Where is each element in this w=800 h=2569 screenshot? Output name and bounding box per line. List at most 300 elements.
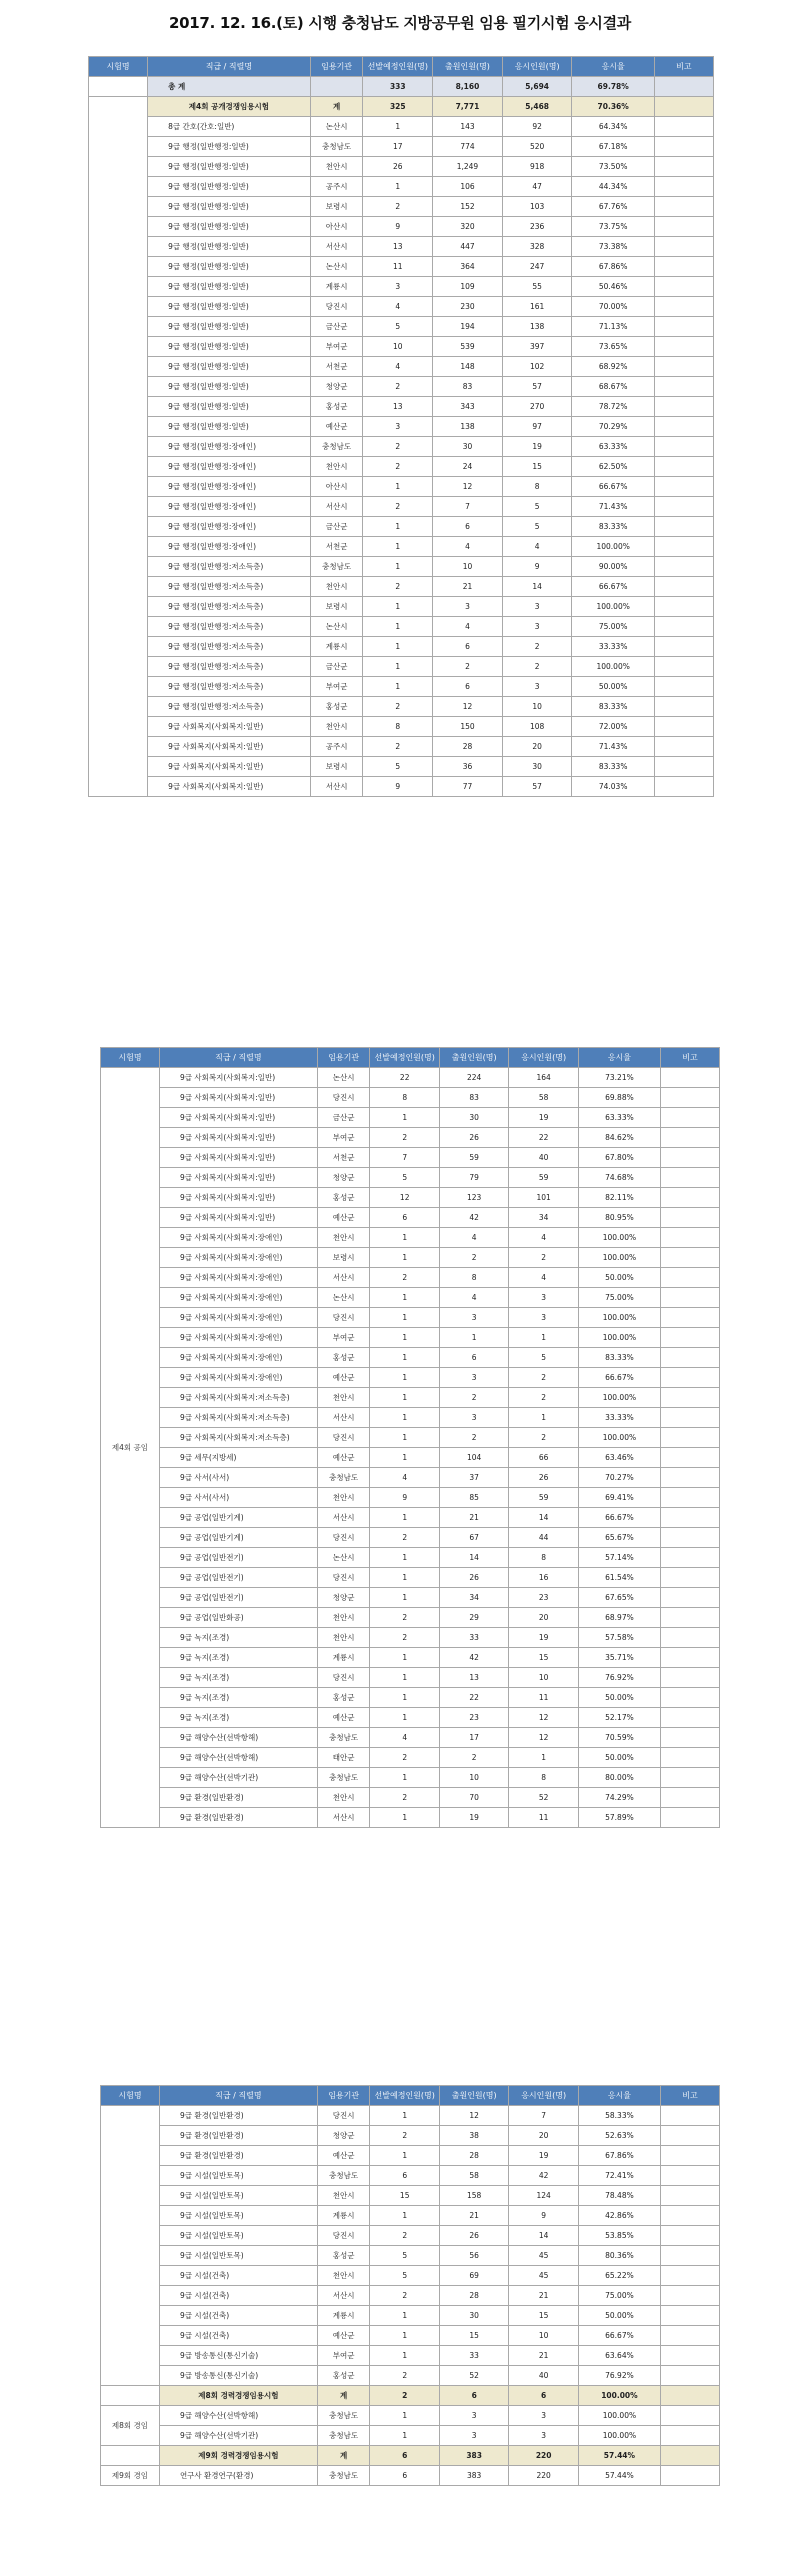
position-cell: 9급 사회복지(사회복지:장애인) xyxy=(159,1248,317,1268)
table-row xyxy=(101,1088,720,1108)
applicants-cell: 343 xyxy=(433,397,503,417)
rate-cell: 70.00% xyxy=(572,297,654,317)
rate-cell: 80.00% xyxy=(578,1768,660,1788)
agency-cell: 서산시 xyxy=(317,1408,370,1428)
agency-cell: 천안시 xyxy=(317,2266,370,2286)
takers-cell: 164 xyxy=(509,1068,578,1088)
takers-cell: 10 xyxy=(509,2326,578,2346)
applicants-cell: 2 xyxy=(439,1248,508,1268)
agency-cell: 서산시 xyxy=(310,497,363,517)
rate-cell: 50.00% xyxy=(572,677,654,697)
table-row xyxy=(89,677,714,697)
takers-cell: 57 xyxy=(502,777,572,797)
position-cell: 9급 공업(일반기계) xyxy=(159,1528,317,1548)
position-cell: 9급 사회복지(사회복지:저소득층) xyxy=(159,1388,317,1408)
note-cell xyxy=(660,2126,719,2146)
takers-cell: 45 xyxy=(509,2246,578,2266)
position-cell: 9급 사회복지(사회복지:일반) xyxy=(148,737,311,757)
position-cell: 9급 녹지(조경) xyxy=(159,1688,317,1708)
rate-cell: 50.46% xyxy=(572,277,654,297)
applicants-cell: 67 xyxy=(439,1528,508,1548)
applicants-cell: 14 xyxy=(439,1548,508,1568)
table-row xyxy=(101,1468,720,1488)
note-cell xyxy=(654,177,713,197)
rate-cell: 67.80% xyxy=(578,1148,660,1168)
table-row xyxy=(89,397,714,417)
note-cell xyxy=(660,1148,719,1168)
rate-cell: 50.00% xyxy=(578,1688,660,1708)
rate-cell: 66.67% xyxy=(578,2326,660,2346)
planned-cell: 2 xyxy=(370,2126,439,2146)
position-cell: 9급 녹지(조경) xyxy=(159,1708,317,1728)
takers-cell: 14 xyxy=(509,2226,578,2246)
rate-cell: 71.43% xyxy=(572,737,654,757)
table-row xyxy=(101,2286,720,2306)
planned-cell: 1 xyxy=(370,1328,439,1348)
note-cell xyxy=(660,1128,719,1148)
exam-cell xyxy=(89,77,148,97)
table-row xyxy=(101,2126,720,2146)
applicants-cell: 3 xyxy=(439,2426,508,2446)
agency-cell: 홍성군 xyxy=(317,1188,370,1208)
note-cell xyxy=(654,137,713,157)
takers-cell: 4 xyxy=(509,1268,578,1288)
rate-cell: 57.89% xyxy=(578,1808,660,1828)
agency-cell: 예산군 xyxy=(317,2326,370,2346)
rate-cell: 53.85% xyxy=(578,2226,660,2246)
takers-cell: 42 xyxy=(509,2166,578,2186)
rate-cell: 57.44% xyxy=(578,2446,660,2466)
position-cell: 9급 행정(일반행정:저소득층) xyxy=(148,657,311,677)
agency-cell: 금산군 xyxy=(310,517,363,537)
rate-cell: 70.36% xyxy=(572,97,654,117)
position-cell: 9급 환경(일반환경) xyxy=(159,2106,317,2126)
takers-cell: 40 xyxy=(509,1148,578,1168)
note-cell xyxy=(660,2386,719,2406)
applicants-cell: 8 xyxy=(439,1268,508,1288)
rate-cell: 100.00% xyxy=(578,1248,660,1268)
header-applicants-cell: 출원인원(명) xyxy=(433,57,503,77)
applicants-cell: 83 xyxy=(433,377,503,397)
note-cell xyxy=(654,257,713,277)
agency-cell: 천안시 xyxy=(317,1228,370,1248)
position-cell: 9급 행정(일반행정:일반) xyxy=(148,377,311,397)
note-cell xyxy=(654,157,713,177)
takers-cell: 2 xyxy=(502,637,572,657)
note-cell xyxy=(660,1708,719,1728)
position-cell: 9급 사회복지(사회복지:일반) xyxy=(159,1128,317,1148)
rate-cell: 100.00% xyxy=(578,1388,660,1408)
planned-cell: 1 xyxy=(370,2426,439,2446)
agency-cell: 당진시 xyxy=(317,1088,370,1108)
planned-cell: 1 xyxy=(370,2206,439,2226)
applicants-cell: 158 xyxy=(439,2186,508,2206)
agency-cell: 충청남도 xyxy=(310,137,363,157)
applicants-cell: 1 xyxy=(439,1328,508,1348)
takers-cell: 15 xyxy=(509,1648,578,1668)
planned-cell: 2 xyxy=(370,1268,439,1288)
takers-cell: 138 xyxy=(502,317,572,337)
header-agency-cell: 임용기관 xyxy=(310,57,363,77)
position-cell: 9급 시설(건축) xyxy=(159,2286,317,2306)
note-cell xyxy=(660,1268,719,1288)
planned-cell: 2 xyxy=(363,197,433,217)
takers-cell: 22 xyxy=(509,1128,578,1148)
takers-cell: 59 xyxy=(509,1168,578,1188)
takers-cell: 9 xyxy=(502,557,572,577)
rate-cell: 75.00% xyxy=(572,617,654,637)
position-cell: 9급 해양수산(선박항해) xyxy=(159,1728,317,1748)
rate-cell: 83.33% xyxy=(572,517,654,537)
planned-cell: 5 xyxy=(363,317,433,337)
position-cell: 9급 사회복지(사회복지:일반) xyxy=(159,1148,317,1168)
header-rate-cell: 응시율 xyxy=(572,57,654,77)
table-row xyxy=(89,577,714,597)
position-cell: 9급 사회복지(사회복지:일반) xyxy=(159,1088,317,1108)
position-cell: 연구사 환경연구(환경) xyxy=(159,2466,317,2486)
table-row xyxy=(89,537,714,557)
table-row xyxy=(101,1328,720,1348)
applicants-cell: 58 xyxy=(439,2166,508,2186)
exam-cell xyxy=(101,2386,160,2406)
position-cell: 9급 사회복지(사회복지:일반) xyxy=(148,777,311,797)
rate-cell: 44.34% xyxy=(572,177,654,197)
applicants-cell: 123 xyxy=(439,1188,508,1208)
note-cell xyxy=(660,1628,719,1648)
table-row xyxy=(101,1588,720,1608)
position-cell: 9급 행정(일반행정:일반) xyxy=(148,137,311,157)
takers-cell: 57 xyxy=(502,377,572,397)
position-cell: 9급 공업(일반전기) xyxy=(159,1548,317,1568)
position-cell: 9급 행정(일반행정:일반) xyxy=(148,297,311,317)
applicants-cell: 106 xyxy=(433,177,503,197)
table-row xyxy=(89,277,714,297)
position-cell: 9급 행정(일반행정:장애인) xyxy=(148,537,311,557)
planned-cell: 2 xyxy=(370,1788,439,1808)
rate-cell: 70.29% xyxy=(572,417,654,437)
planned-cell: 1 xyxy=(363,557,433,577)
takers-cell: 2 xyxy=(509,1428,578,1448)
note-cell xyxy=(660,1568,719,1588)
agency-cell: 홍성군 xyxy=(317,1688,370,1708)
applicants-cell: 52 xyxy=(439,2366,508,2386)
header-agency-cell: 임용기관 xyxy=(317,1048,370,1068)
takers-cell: 4 xyxy=(502,537,572,557)
takers-cell: 1 xyxy=(509,1748,578,1768)
planned-cell: 333 xyxy=(363,77,433,97)
table-row xyxy=(101,2346,720,2366)
applicants-cell: 6 xyxy=(439,1348,508,1368)
planned-cell: 10 xyxy=(363,337,433,357)
agency-cell: 충청남도 xyxy=(317,2466,370,2486)
position-cell: 9급 사회복지(사회복지:장애인) xyxy=(159,1228,317,1248)
table-row xyxy=(89,457,714,477)
table-row xyxy=(101,1808,720,1828)
agency-cell: 서산시 xyxy=(317,1808,370,1828)
note-cell xyxy=(660,1508,719,1528)
takers-cell: 7 xyxy=(509,2106,578,2126)
table-row xyxy=(101,2406,720,2426)
rate-cell: 70.59% xyxy=(578,1728,660,1748)
applicants-cell: 30 xyxy=(433,437,503,457)
applicants-cell: 33 xyxy=(439,1628,508,1648)
table-row xyxy=(101,1348,720,1368)
note-cell xyxy=(660,1368,719,1388)
takers-cell: 2 xyxy=(502,657,572,677)
applicants-cell: 12 xyxy=(439,2106,508,2126)
agency-cell: 천안시 xyxy=(317,1388,370,1408)
planned-cell: 2 xyxy=(363,577,433,597)
applicants-cell: 3 xyxy=(439,1368,508,1388)
applicants-cell: 85 xyxy=(439,1488,508,1508)
applicants-cell: 2 xyxy=(433,657,503,677)
table-row xyxy=(89,757,714,777)
takers-cell: 26 xyxy=(509,1468,578,1488)
planned-cell: 1 xyxy=(363,117,433,137)
takers-cell: 20 xyxy=(509,1608,578,1628)
planned-cell: 1 xyxy=(370,1648,439,1668)
applicants-cell: 19 xyxy=(439,1808,508,1828)
position-cell: 9급 행정(일반행정:장애인) xyxy=(148,517,311,537)
table-row xyxy=(101,2226,720,2246)
applicants-cell: 21 xyxy=(439,1508,508,1528)
table-row xyxy=(101,2306,720,2326)
planned-cell: 8 xyxy=(363,717,433,737)
position-cell: 9급 행정(일반행정:일반) xyxy=(148,317,311,337)
note-cell xyxy=(654,657,713,677)
applicants-cell: 3 xyxy=(439,2406,508,2426)
note-cell xyxy=(654,617,713,637)
note-cell xyxy=(660,2206,719,2226)
applicants-cell: 38 xyxy=(439,2126,508,2146)
takers-cell: 1 xyxy=(509,1408,578,1428)
applicants-cell: 104 xyxy=(439,1448,508,1468)
takers-cell: 19 xyxy=(509,1108,578,1128)
table-row xyxy=(101,1368,720,1388)
rate-cell: 83.33% xyxy=(572,757,654,777)
takers-cell: 47 xyxy=(502,177,572,197)
takers-cell: 397 xyxy=(502,337,572,357)
applicants-cell: 4 xyxy=(433,617,503,637)
agency-cell: 천안시 xyxy=(317,1488,370,1508)
table-row xyxy=(101,1168,720,1188)
exam-cell: 제9회 경임 xyxy=(101,2466,160,2486)
planned-cell: 4 xyxy=(363,297,433,317)
takers-cell: 3 xyxy=(502,617,572,637)
applicants-cell: 30 xyxy=(439,1108,508,1128)
applicants-cell: 83 xyxy=(439,1088,508,1108)
position-cell: 9급 시설(일반토목) xyxy=(159,2186,317,2206)
position-cell: 9급 세무(지방세) xyxy=(159,1448,317,1468)
rate-cell: 73.38% xyxy=(572,237,654,257)
rate-cell: 68.67% xyxy=(572,377,654,397)
table-row xyxy=(101,1268,720,1288)
agency-cell: 보령시 xyxy=(310,597,363,617)
table-row xyxy=(101,1108,720,1128)
note-cell xyxy=(660,1348,719,1368)
note-cell xyxy=(654,197,713,217)
rate-cell: 66.67% xyxy=(578,1508,660,1528)
takers-cell: 918 xyxy=(502,157,572,177)
takers-cell: 103 xyxy=(502,197,572,217)
agency-cell: 보령시 xyxy=(310,757,363,777)
rate-cell: 78.48% xyxy=(578,2186,660,2206)
note-cell xyxy=(654,337,713,357)
rate-cell: 50.00% xyxy=(578,1268,660,1288)
takers-cell: 5 xyxy=(502,497,572,517)
agency-cell: 서산시 xyxy=(317,1268,370,1288)
position-cell: 9급 행정(일반행정:일반) xyxy=(148,417,311,437)
agency-cell: 서천군 xyxy=(310,357,363,377)
sub-row xyxy=(101,2386,720,2406)
table-row xyxy=(101,1608,720,1628)
position-cell: 9급 공업(일반전기) xyxy=(159,1588,317,1608)
position-cell: 9급 사회복지(사회복지:일반) xyxy=(159,1208,317,1228)
rate-cell: 72.00% xyxy=(572,717,654,737)
rate-cell: 80.95% xyxy=(578,1208,660,1228)
rate-cell: 76.92% xyxy=(578,2366,660,2386)
agency-cell: 계 xyxy=(317,2446,370,2466)
table-row xyxy=(89,357,714,377)
applicants-cell: 138 xyxy=(433,417,503,437)
takers-cell: 19 xyxy=(509,1628,578,1648)
applicants-cell: 21 xyxy=(439,2206,508,2226)
planned-cell: 1 xyxy=(370,1588,439,1608)
planned-cell: 26 xyxy=(363,157,433,177)
agency-cell: 서산시 xyxy=(310,777,363,797)
rate-cell: 65.22% xyxy=(578,2266,660,2286)
agency-cell: 보령시 xyxy=(310,197,363,217)
agency-cell: 천안시 xyxy=(317,1608,370,1628)
note-cell xyxy=(660,1748,719,1768)
header-takers-cell: 응시인원(명) xyxy=(509,2086,578,2106)
rate-cell: 67.86% xyxy=(578,2146,660,2166)
planned-cell: 2 xyxy=(363,377,433,397)
table-row xyxy=(101,1768,720,1788)
planned-cell: 2 xyxy=(370,1748,439,1768)
position-cell: 9급 사회복지(사회복지:일반) xyxy=(159,1168,317,1188)
takers-cell: 21 xyxy=(509,2346,578,2366)
table-row xyxy=(101,1728,720,1748)
rate-cell: 71.43% xyxy=(572,497,654,517)
applicants-cell: 3 xyxy=(439,1408,508,1428)
agency-cell: 부여군 xyxy=(317,2346,370,2366)
position-cell: 9급 방송통신(통신기술) xyxy=(159,2346,317,2366)
applicants-cell: 37 xyxy=(439,1468,508,1488)
planned-cell: 1 xyxy=(363,597,433,617)
note-cell xyxy=(660,2286,719,2306)
agency-cell: 충청남도 xyxy=(310,437,363,457)
table-row xyxy=(101,2366,720,2386)
note-cell xyxy=(660,1608,719,1628)
table-row xyxy=(89,637,714,657)
header-planned-cell: 선발예정인원(명) xyxy=(363,57,433,77)
header-exam-cell: 시험명 xyxy=(101,1048,160,1068)
planned-cell: 1 xyxy=(363,537,433,557)
table-row xyxy=(101,1688,720,1708)
takers-cell: 4 xyxy=(509,1228,578,1248)
agency-cell: 당진시 xyxy=(317,1528,370,1548)
note-cell xyxy=(654,537,713,557)
agency-cell: 논산시 xyxy=(317,1068,370,1088)
rate-cell: 75.00% xyxy=(578,1288,660,1308)
position-cell: 9급 행정(일반행정:일반) xyxy=(148,157,311,177)
applicants-cell: 7 xyxy=(433,497,503,517)
takers-cell: 58 xyxy=(509,1088,578,1108)
note-cell xyxy=(654,277,713,297)
note-cell xyxy=(660,1188,719,1208)
position-cell: 8급 간호(간호:일반) xyxy=(148,117,311,137)
position-cell: 9급 사서(사서) xyxy=(159,1468,317,1488)
agency-cell: 논산시 xyxy=(310,257,363,277)
table-row xyxy=(101,1128,720,1148)
takers-cell: 14 xyxy=(502,577,572,597)
sub-row xyxy=(89,97,714,117)
note-cell xyxy=(660,2306,719,2326)
position-cell: 9급 시설(건축) xyxy=(159,2326,317,2346)
position-cell: 9급 행정(일반행정:일반) xyxy=(148,177,311,197)
planned-cell: 1 xyxy=(370,1668,439,1688)
position-cell: 9급 해양수산(선박항해) xyxy=(159,2406,317,2426)
takers-cell: 52 xyxy=(509,1788,578,1808)
table-row xyxy=(101,2426,720,2446)
table-row xyxy=(101,1428,720,1448)
planned-cell: 5 xyxy=(370,2246,439,2266)
takers-cell: 5 xyxy=(509,1348,578,1368)
position-cell: 9급 시설(건축) xyxy=(159,2266,317,2286)
agency-cell: 홍성군 xyxy=(317,2366,370,2386)
position-cell: 9급 행정(일반행정:일반) xyxy=(148,277,311,297)
position-cell: 9급 행정(일반행정:일반) xyxy=(148,217,311,237)
note-cell xyxy=(660,2146,719,2166)
planned-cell: 8 xyxy=(370,1088,439,1108)
rate-cell: 100.00% xyxy=(578,1308,660,1328)
agency-cell: 당진시 xyxy=(317,1668,370,1688)
takers-cell: 11 xyxy=(509,1688,578,1708)
position-cell: 9급 사회복지(사회복지:일반) xyxy=(159,1108,317,1128)
total-row xyxy=(89,77,714,97)
planned-cell: 1 xyxy=(370,1548,439,1568)
applicants-cell: 447 xyxy=(433,237,503,257)
agency-cell: 서산시 xyxy=(310,237,363,257)
position-cell: 9급 사회복지(사회복지:장애인) xyxy=(159,1268,317,1288)
rate-cell: 66.67% xyxy=(578,1368,660,1388)
takers-cell: 1 xyxy=(509,1328,578,1348)
applicants-cell: 1,249 xyxy=(433,157,503,177)
planned-cell: 7 xyxy=(370,1148,439,1168)
agency-cell: 충청남도 xyxy=(317,2406,370,2426)
applicants-cell: 24 xyxy=(433,457,503,477)
rate-cell: 35.71% xyxy=(578,1648,660,1668)
rate-cell: 100.00% xyxy=(578,1228,660,1248)
takers-cell: 19 xyxy=(509,2146,578,2166)
applicants-cell: 15 xyxy=(439,2326,508,2346)
applicants-cell: 2 xyxy=(439,1428,508,1448)
agency-cell: 천안시 xyxy=(310,577,363,597)
note-cell xyxy=(654,117,713,137)
table-row xyxy=(89,697,714,717)
rate-cell: 100.00% xyxy=(578,1328,660,1348)
agency-cell: 계룡시 xyxy=(317,2206,370,2226)
planned-cell: 11 xyxy=(363,257,433,277)
takers-cell: 3 xyxy=(509,1288,578,1308)
agency-cell: 서산시 xyxy=(317,1508,370,1528)
rate-cell: 57.14% xyxy=(578,1548,660,1568)
position-cell: 9급 공업(일반화공) xyxy=(159,1608,317,1628)
rate-cell: 82.11% xyxy=(578,1188,660,1208)
agency-cell: 논산시 xyxy=(310,117,363,137)
agency-cell: 금산군 xyxy=(310,317,363,337)
